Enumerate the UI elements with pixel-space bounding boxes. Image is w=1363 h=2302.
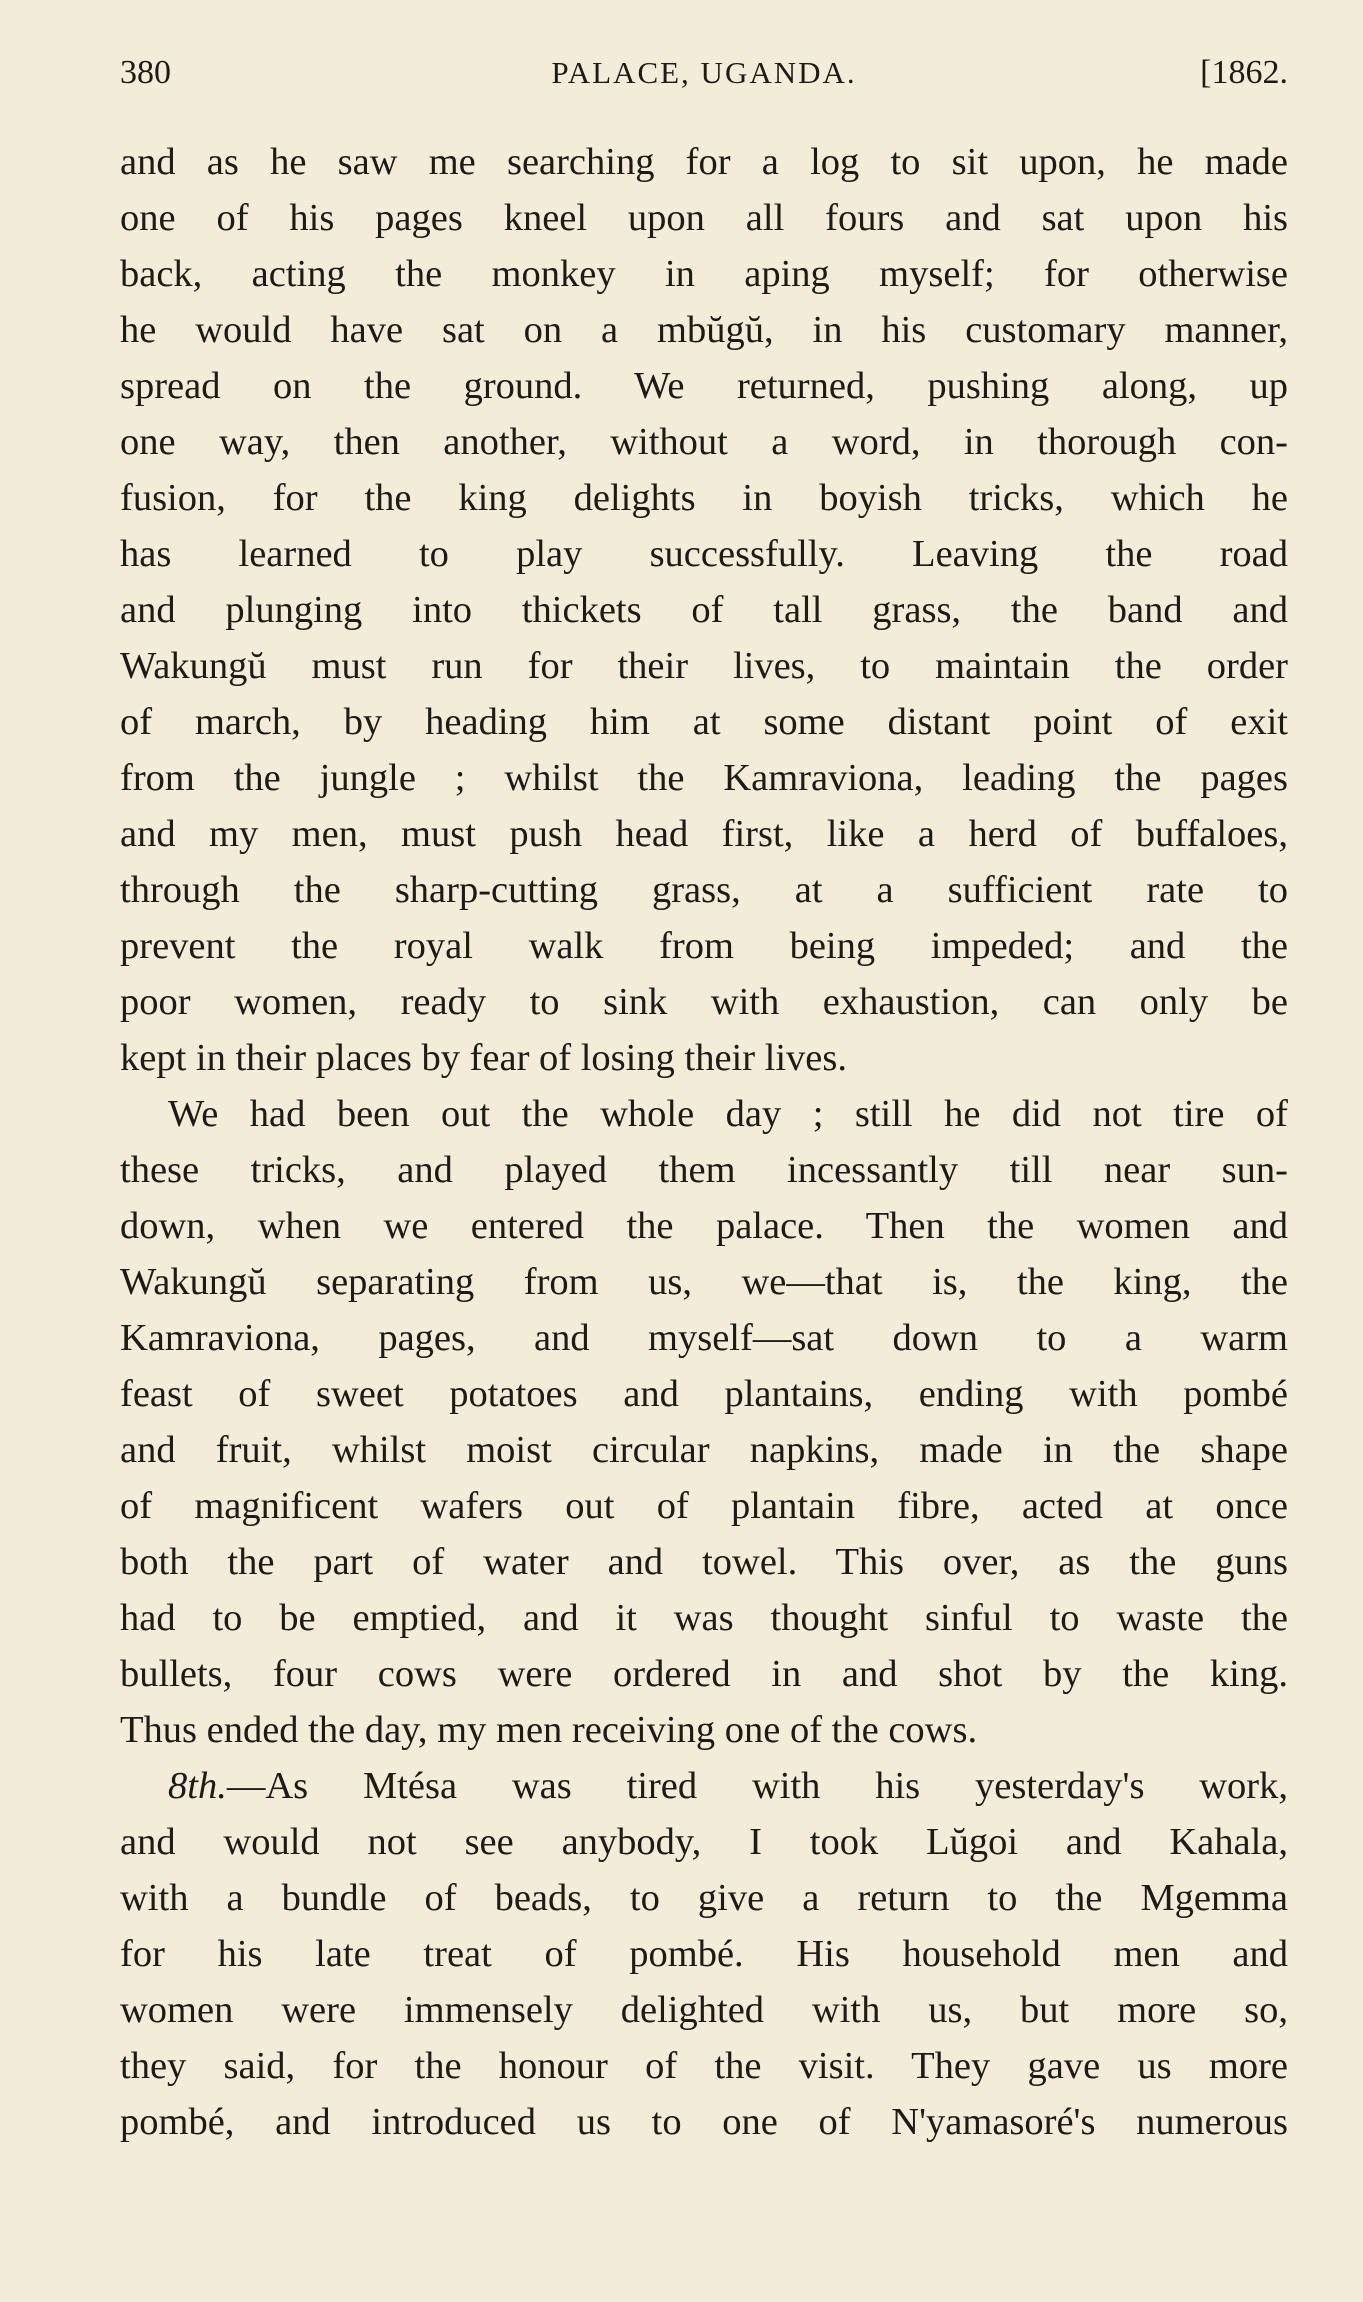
text-line: one way, then another, without a word, in thorough con- — [120, 421, 1288, 463]
text-line: prevent the royal walk from being impeded; and the — [120, 925, 1288, 967]
text-line-content: —As Mtésa was tired with his yesterday's work, — [226, 1765, 1288, 1807]
text-line — [120, 1758, 1288, 1814]
text-line: pombé, and introduced us to one of N'yamasoré's numerous — [120, 2101, 1288, 2143]
text-line: from the jungle ; whilst the Kamraviona, leading the pages — [120, 757, 1288, 799]
text-line: had to be emptied, and it was thought sinful to waste the — [120, 1597, 1288, 1639]
running-head — [120, 48, 1288, 98]
text-line: kept in their places by fear of losing their lives. — [120, 1037, 848, 1079]
text-line: poor women, ready to sink with exhaustion, can only be — [120, 981, 1288, 1023]
text-line: he would have sat on a mbŭgŭ, in his customary manner, — [120, 309, 1288, 351]
body-text — [120, 134, 1288, 2150]
text-line: one of his pages kneel upon all fours and sat upon his — [120, 197, 1288, 239]
running-year: [1862. — [1200, 54, 1288, 91]
text-line: they said, for the honour of the visit. They gave us more — [120, 2045, 1288, 2087]
text-line: through the sharp-cutting grass, at a sufficient rate to — [120, 869, 1288, 911]
text-line: and my men, must push head first, like a herd of buffaloes, — [120, 813, 1288, 855]
date-mark: 8th. — [168, 1765, 227, 1807]
text-line: women were immensely delighted with us, but more so, — [120, 1989, 1288, 2031]
text-line: Kamraviona, pages, and myself—sat down to a warm — [120, 1317, 1288, 1359]
text-line: both the part of water and towel. This over, as the guns — [120, 1541, 1288, 1583]
text-line: for his late treat of pombé. His household men and — [120, 1933, 1288, 1975]
text-line: bullets, four cows were ordered in and shot by the king. — [120, 1653, 1288, 1695]
text-line: and would not see anybody, I took Lŭgoi and Kahala, — [120, 1821, 1288, 1863]
text-line: these tricks, and played them incessantly till near sun- — [120, 1149, 1288, 1191]
text-line: Thus ended the day, my men receiving one of the cows. — [120, 1709, 978, 1751]
text-line: of magnificent wafers out of plantain fibre, acted at once — [120, 1485, 1288, 1527]
text-line: feast of sweet potatoes and plantains, ending with pombé — [120, 1373, 1288, 1415]
text-line: has learned to play successfully. Leaving the road — [120, 533, 1288, 575]
text-line: Wakungŭ separating from us, we—that is, the king, the — [120, 1261, 1288, 1303]
text-line: spread on the ground. We returned, pushing along, up — [120, 365, 1288, 407]
text-line: back, acting the monkey in aping myself; for otherwise — [120, 253, 1288, 295]
text-line: down, when we entered the palace. Then the women and — [120, 1205, 1288, 1247]
text-line: with a bundle of beads, to give a return to the Mgemma — [120, 1877, 1288, 1919]
text-line: and plunging into thickets of tall grass, the band and — [120, 589, 1288, 631]
text-line: and as he saw me searching for a log to sit upon, he made — [120, 141, 1288, 183]
text-line: of march, by heading him at some distant point of exit — [120, 701, 1288, 743]
text-line: Wakungŭ must run for their lives, to maintain the order — [120, 645, 1288, 687]
text-line: fusion, for the king delights in boyish tricks, which he — [120, 477, 1288, 519]
text-line: We had been out the whole day ; still he did not tire of — [168, 1093, 1288, 1135]
running-title: PALACE, UGANDA. — [551, 55, 857, 90]
text-line: and fruit, whilst moist circular napkins, made in the shape — [120, 1429, 1288, 1471]
page-number: 380 — [120, 54, 171, 91]
